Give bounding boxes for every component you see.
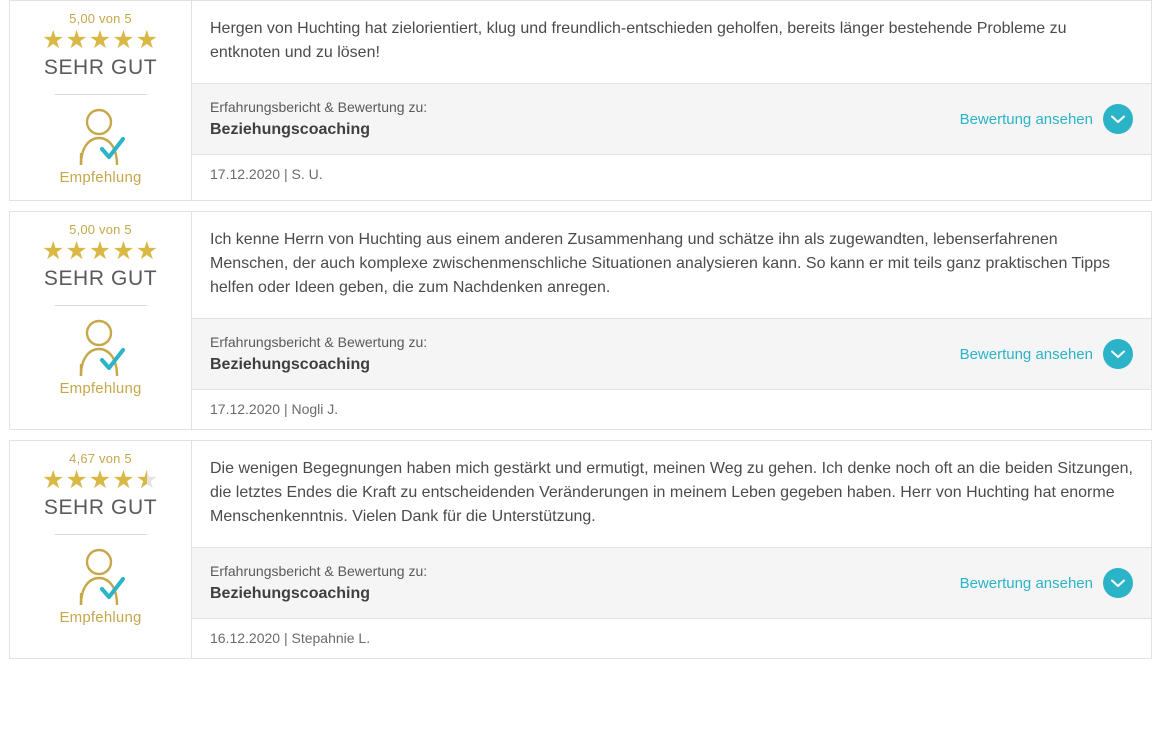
review-meta-right — [960, 339, 1133, 369]
review-date-author: 17.12.2020 | S. U. — [210, 166, 323, 182]
rating-label: SEHR GUT — [43, 267, 158, 290]
star-rating-icon: ★★★★★ ★ — [10, 467, 191, 494]
review-meta-left — [210, 332, 960, 376]
view-review-link[interactable]: Bewertung ansehen — [959, 110, 1093, 128]
recommendation-icon — [72, 105, 130, 167]
review-service-title: Beziehungscoaching — [210, 585, 371, 602]
review-meta-kicker: Erfahrungsbericht & Bewertung zu: — [210, 334, 428, 350]
review-content — [192, 212, 1151, 429]
review-meta-bar — [192, 318, 1151, 390]
chevron-down-icon[interactable] — [1103, 568, 1133, 598]
review-date-author: 16.12.2020 | Stepahnie L. — [210, 630, 371, 646]
recommendation-icon — [72, 316, 130, 378]
recommendation-label: Empfehlung — [59, 380, 142, 397]
rating-score: 4,67 von 5 — [69, 451, 132, 466]
chevron-down-icon[interactable] — [1103, 104, 1133, 134]
review-text: Hergen von Huchting hat zielorientiert, klug und freundlich-entschieden geholfen, bereits länger bestehende Probleme zu entknoten und zu lösen! — [210, 20, 1067, 61]
rating-column — [10, 441, 192, 658]
review-card — [9, 211, 1152, 430]
rating-label: SEHR GUT — [43, 496, 158, 519]
rating-column — [10, 1, 192, 200]
review-date-author: 17.12.2020 | Nogli J. — [210, 401, 339, 417]
star-rating-icon: ★★★★★ — [41, 237, 160, 265]
review-meta-bar — [192, 547, 1151, 619]
divider — [55, 534, 147, 535]
chevron-down-icon[interactable] — [1103, 339, 1133, 369]
recommendation-label: Empfehlung — [59, 609, 142, 626]
review-meta-left — [210, 97, 960, 141]
rating-column — [10, 212, 192, 429]
review-meta-kicker: Erfahrungsbericht & Bewertung zu: — [210, 563, 428, 579]
review-text: Die wenigen Begegnungen haben mich gestärkt und ermutigt, meinen Weg zu gehen. Ich denke noch oft an die beiden Sitzungen, die letztes Endes die Kraft zu entscheidenden Veränderungen in meinem Leben gegeben haben. Herr von Huchting hat enorme Menschenkenntnis. Vielen Dank für die Unterstützung. — [210, 460, 1133, 525]
review-service-title: Beziehungscoaching — [210, 121, 371, 138]
rating-score: 5,00 von 5 — [69, 11, 132, 26]
divider — [55, 305, 147, 306]
review-service-title: Beziehungscoaching — [210, 356, 371, 373]
divider — [55, 94, 147, 95]
star-rating-icon: ★★★★★ — [41, 26, 160, 54]
view-review-link[interactable]: Bewertung ansehen — [959, 345, 1093, 363]
rating-label: SEHR GUT — [43, 56, 158, 79]
view-review-link[interactable]: Bewertung ansehen — [959, 574, 1093, 592]
review-meta-right — [960, 104, 1133, 134]
review-content — [192, 441, 1151, 658]
review-meta-bar — [192, 83, 1151, 155]
review-content — [192, 1, 1151, 200]
recommendation-icon — [72, 545, 130, 607]
recommendation-label: Empfehlung — [59, 169, 142, 186]
rating-score: 5,00 von 5 — [69, 222, 132, 237]
review-card — [9, 0, 1152, 201]
review-card — [9, 440, 1152, 659]
review-meta-left — [210, 561, 960, 605]
review-meta-right — [960, 568, 1133, 598]
review-text: Ich kenne Herrn von Huchting aus einem anderen Zusammenhang und schätze ihn als zugewandten, lebenserfahrenen Menschen, der auch komplexe zwischenmenschliche Situationen analysieren kann. So kann er mit teils ganz praktischen Tipps helfen oder Ideen geben, die zum Nachdenken anregen. — [210, 231, 1111, 296]
review-meta-kicker: Erfahrungsbericht & Bewertung zu: — [210, 99, 428, 115]
